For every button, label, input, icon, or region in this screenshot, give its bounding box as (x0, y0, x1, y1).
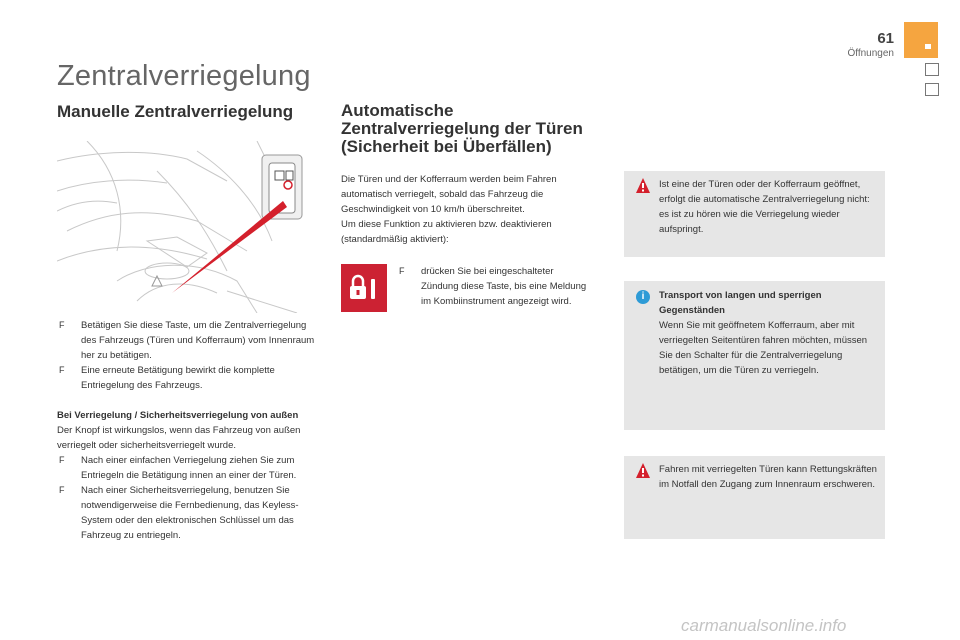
warning-box-rescue (624, 456, 885, 539)
warning-text: Ist eine der Türen oder der Kofferraum geöffnet, erfolgt die automatische Zentralverriegelung nicht: es ist zu hören wie die Verriegelung wieder aufspringt. (659, 179, 870, 235)
bullet-marker: F (59, 320, 65, 330)
section-name: Öffnungen (847, 48, 894, 59)
info-box-transport (624, 281, 885, 430)
chapter-tab-active[interactable] (904, 22, 938, 58)
page-number: 61 (877, 30, 894, 47)
left-outside-locking (57, 408, 319, 543)
bullet-text: Betätigen Sie diese Taste, um die Zentralverriegelung des Fahrzeugs (Türen und Kofferraum) vom Innenraum her zu betätigen. (81, 320, 315, 361)
middle-bullet (397, 264, 587, 309)
list-item (57, 453, 319, 483)
paragraph: Die Türen und der Kofferraum werden beim Fahren automatisch verriegelt, sobald das Fahrzeug die Geschwindigkeit von 10 km/h überschreitet. (341, 174, 557, 215)
chapter-tab[interactable] (925, 83, 939, 96)
warning-icon (636, 463, 650, 479)
list-item (397, 264, 587, 309)
heading-line: Automatische (341, 101, 454, 120)
heading-line: (Sicherheit bei Überfällen) (341, 137, 552, 156)
lock-button-icon (341, 264, 387, 312)
car-interior-illustration (57, 141, 303, 313)
list-item (57, 483, 319, 543)
warning-box-open-doors (624, 171, 885, 257)
bullet-marker: F (59, 365, 65, 375)
chapter-tab[interactable] (925, 63, 939, 76)
left-heading: Manuelle Zentralverriegelung (57, 102, 294, 121)
list-item (57, 363, 319, 393)
info-content (659, 288, 877, 378)
paragraph: Der Knopf ist wirkungslos, wenn das Fahrzeug von außen verriegelt oder sicherheitsverriegelt wurde. (57, 425, 301, 451)
watermark: carmanualsonline.info (681, 616, 847, 635)
bullet-text: Nach einer Sicherheitsverriegelung, benutzen Sie notwendigerweise die Fernbedienung, das Keyless-System oder den elektronischen Schlüssel um das Fahrzeug zu entriegeln. (81, 485, 299, 541)
info-icon: i (636, 290, 650, 304)
subheading: Bei Verriegelung / Sicherheitsverriegelung von außen (57, 410, 299, 421)
page-title: Zentralverriegelung (57, 60, 311, 92)
bullet-marker: F (59, 455, 65, 465)
left-bullet-list (57, 318, 319, 393)
heading-line: Zentralverriegelung der Türen (341, 119, 583, 138)
warning-text: Fahren mit verriegelten Türen kann Rettungskräften im Notfall den Zugang zum Innenraum erschweren. (659, 464, 877, 490)
bullet-text: drücken Sie bei eingeschalteter Zündung diese Taste, bis eine Meldung im Kombiinstrument angezeigt wird. (421, 266, 587, 307)
bullet-text: Nach einer einfachen Verriegelung ziehen Sie zum Entriegeln die Betätigung innen an einer der Türen. (81, 455, 297, 481)
bullet-marker: F (59, 485, 65, 495)
info-text: Wenn Sie mit geöffnetem Kofferraum, aber mit verriegelten Seitentüren fahren möchten, müssen Sie den Schalter für die Zentralverriegelung betätigen, um die Türen zu verriegeln. (659, 320, 868, 376)
bullet-text: Eine erneute Betätigung bewirkt die komplette Entriegelung des Fahrzeugs. (81, 365, 275, 391)
list-item (57, 318, 319, 363)
warning-icon (636, 178, 650, 194)
middle-heading (341, 102, 621, 156)
paragraph: Um diese Funktion zu aktivieren bzw. deaktivieren (standardmäßig aktiviert): (341, 219, 552, 245)
info-title: Transport von langen und sperrigen Gegenständen (659, 290, 822, 316)
bullet-marker: F (399, 266, 405, 276)
middle-paragraph (341, 172, 595, 247)
